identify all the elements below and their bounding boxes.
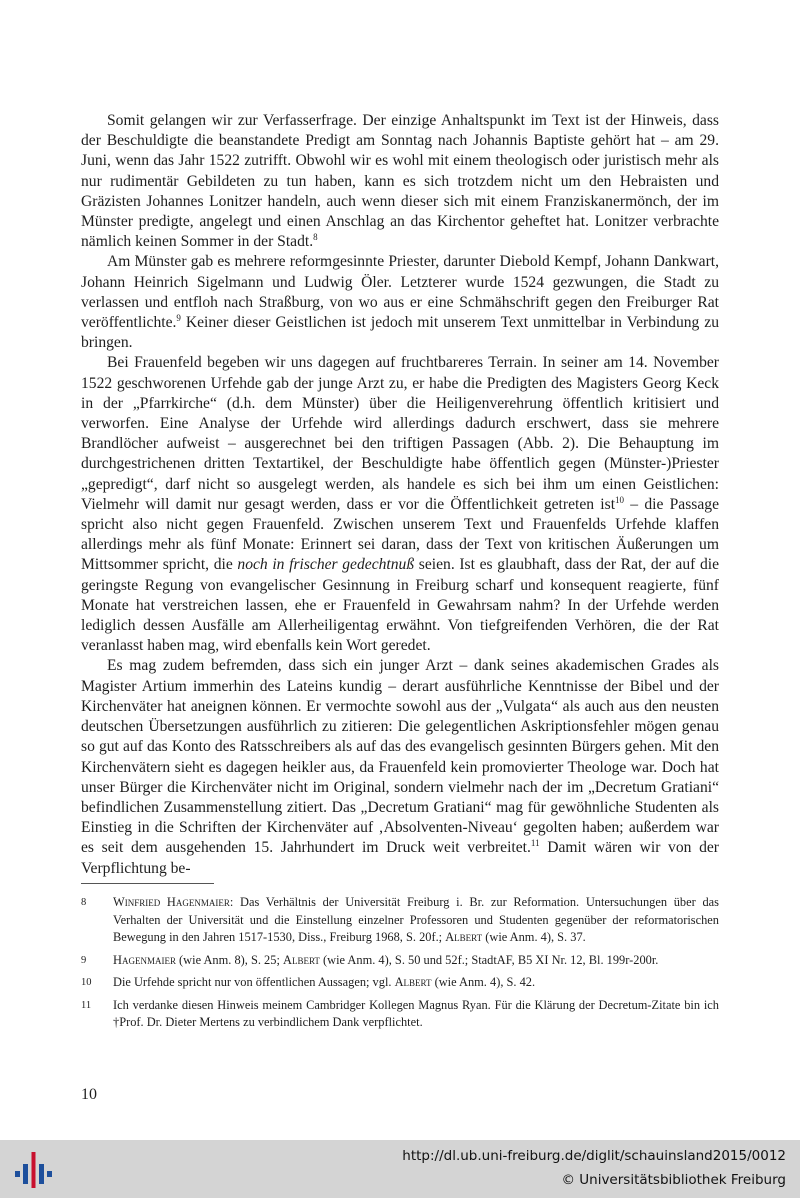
footnote-number: 11 [81,999,92,1011]
ub-freiburg-logo-icon[interactable] [12,1148,56,1192]
footnote-text: Ich verdanke diesen Hinweis meinem Cambridger Kollegen Magnus Ryan. Für die Klärung der Decretum-Zitate bin ich †Prof. Dr. Dieter Mertens zu verbindlichem Dank verpflichtet. [113,997,719,1029]
footnotes [81,894,719,1037]
footnote-text: Hagenmaier (wie Anm. 8), S. 25; Albert (wie Anm. 4), S. 50 und 52f.; StadtAF, B5 XI Nr. 12, Bl. 199r-200r. [113,952,659,967]
footnote-9 [81,952,719,970]
page-number: 10 [81,1086,97,1103]
footnote-number: 8 [81,897,87,908]
footnote-8 [81,894,719,947]
footnote-ref-11[interactable]: 11 [530,838,540,849]
footnote-text: Winfried Hagenmaier: Das Verhältnis der Universität Freiburg i. Br. zur Reformation. Untersuchungen über das Verhalten der Universität und die Einstellung einzelner Professoren und Studenten gegenüber der reformatorischen Bewegung in den Jahren 1517-1530, Diss., Freiburg 1968, S. 20f.; Albert (wie Anm. 4), S. 37. [113,895,719,944]
paragraph-4: Es mag zudem befremden, dass sich ein junger Arzt – dank seines akademischen Grades als Magister Artium immerhin des Lateins kundig – derart ausführliche Kenntnisse der Bibel und der Kirchenväter hat aneignen können. Er vermochte sowohl aus der „Vulgata“ als auch aus den neusten deutschen Übersetzungen ausführlich zu zitieren: Die gelegentlichen Askriptionsfehler mögen genau so gut auf das Konto des Ratsschreibers als auf das des evangelisch gesinnten Bürgers gehen. Mit den Kirchenvätern sieht es dagegen heikler aus, da Frauenfeld kein promovierter Theologe war. Doch hat unser Bürger die Kirchenväter nicht im Original, sondern vielmehr nach der im „Decretum Gratiani“ befindlichen Zusammenstellung zitiert. Das „Decretum Gratiani“ mag für gewöhnliche Studenten als Einstieg in die Schriften der Kirchenväter auf ‚Absolventen-Niveau‘ gegolten haben; außerdem war es seit dem ausgehenden 15. Jahrhundert im Druck weit verbreitet.$^{11}$ Damit wären wir von der Verpflichtung be- [81,657,719,877]
footer-bar [0,1140,800,1198]
paragraph-1: Somit gelangen wir zur Verfasserfrage. Der einzige Anhaltspunkt im Text ist der Hinweis, dass der Beschuldigte die beanstandete Predigt am Sonntag nach Johannis Baptiste gehört hat – am 29. Juni, wenn das Jahr 1522 zutrifft. Obwohl wir es wohl mit einem theologisch oder juristisch mehr als nur rudimentär Gebildeten zu tun haben, kann es sich trotzdem nicht um den Hebraisten und Gräzisten Johannes Lonitzer handeln, auch wenn dieser sich mit einem Franziskanermönch, der im Münster predigte, angelegt und einen Anschlag an das Kirchentor geheftet hat. Lonitzer verbrachte nämlich keinen Sommer in der Stadt.$^8$ [81,112,719,251]
paragraph-2: Am Münster gab es mehrere reformgesinnte Priester, darunter Diebold Kempf, Johann Dankwart, Johann Heinrich Sigelmann und Ludwig Öler. Letzterer wurde 1524 gezwungen, die Stadt zu verlassen und entfloh nach Straßburg, von wo aus er eine Schmähschrift gegen den Freiburger Rat veröffentlichte.$^9$ Keiner dieser Geistlichen ist jedoch mit unserem Text unmittelbar in Verbindung zu bringen. [81,253,719,352]
footnote-11 [81,997,719,1032]
footnote-ref-8[interactable]: 8 [313,232,318,243]
source-url-link[interactable]: http://dl.ub.uni-freiburg.de/diglit/schauinsland2015/0012 [402,1148,786,1164]
footnote-number: 10 [81,977,92,988]
quoted-phrase: noch in frischer gedechtnuß [237,556,415,574]
copyright-notice: © Universitätsbibliothek Freiburg [561,1172,786,1188]
footnote-ref-9[interactable]: 9 [176,312,181,323]
paragraph-3: Bei Frauenfeld begeben wir uns dagegen auf fruchtbareres Terrain. In seiner am 14. November 1522 geschworenen Urfehde gab der junge Arzt zu, er habe die Predigten des Magisters Georg Keck in der „Pfarrkirche“ (d.h. dem Münster) über die Heiligenverehrung öffentlich kritisiert und verworfen. Eine Analyse der Urfehde wird allerdings dadurch erschwert, dass sie mehrere Brandlöcher aufweist – ausgerechnet bei den triftigen Passagen (Abb. 2). Die Behauptung im durchgestrichenen dritten Textartikel, der Beschuldigte habe öffentlich gegen (Münster-)Priester „gepredigt“, darf nicht so ausgelegt werden, als handele es sich bei ihm um einen Geistlichen: Vielmehr will damit nur gesagt werden, dass er vor die Öffentlichkeit getreten ist$^{10}$ – die Passage spricht also nicht gegen Frauenfeld. Zwischen unserem Text und Frauenfelds Urfehde klaffen allerdings mehr als fünf Monate: Erinnert sei daran, dass der Text von kritischen Äußerungen um Mittsommer spricht, die noch in frischer gedechtnuß seien. Ist es glaubhaft, dass der Rat, der auf die geringste Regung von evangelischer Gesinnung in Freiburg scharf und konsequent reagierte, fünf Monate hat verstreichen lassen, ehe er Frauenfeld in Gewahrsam nahm? In der Urfehde werden lediglich dessen Ausfälle am Allerheiligentag erwähnt. Von tiefgreifenden Verhören, die der Rat veranlasst haben mag, wird ebenfalls kein Wort geredet. [81,354,720,655]
footnote-10 [81,974,719,992]
footnote-text: Die Urfehde spricht nur von öffentlichen Aussagen; vgl. Albert (wie Anm. 4), S. 42. [113,975,536,989]
footnote-divider [81,883,214,884]
footnote-number: 9 [81,954,87,966]
footnote-ref-10[interactable]: 10 [615,494,625,505]
body-text [81,111,719,879]
